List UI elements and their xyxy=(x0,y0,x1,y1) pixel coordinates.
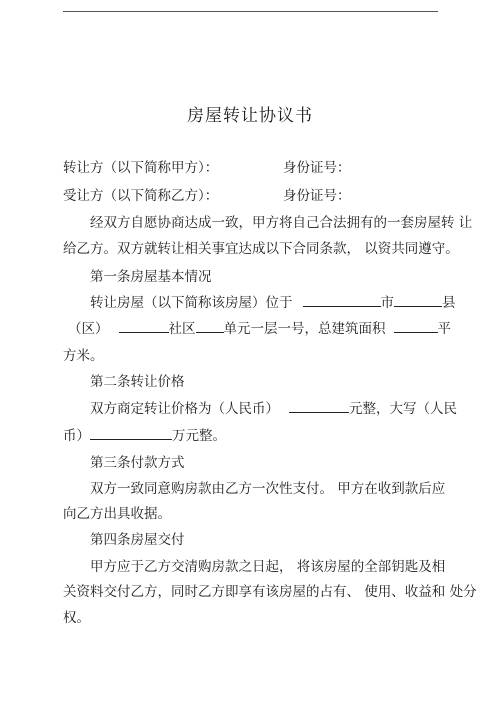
price-uppercase-unit: 万元整。 xyxy=(172,428,226,444)
intro-line-1: 经双方自愿协商达成一致，甲方将自己合法拥有的一套房屋转 让 xyxy=(90,215,473,231)
price-label: 双方商定转让价格为（人民币） xyxy=(90,401,279,417)
unit-label: 单元一层一号，总建筑面积 xyxy=(223,321,386,337)
price-unit-label: 元整，大写（人民 xyxy=(349,401,457,417)
article-1-line-3: 方米。 xyxy=(63,348,104,364)
article-3-heading: 第三条付款方式 xyxy=(90,455,185,471)
city-label: 市 xyxy=(380,295,394,311)
article-2-line-2 xyxy=(63,424,226,444)
transferee-id-label: 身份证号： xyxy=(283,188,351,204)
price-uppercase-blank[interactable] xyxy=(90,427,172,440)
transferee-line: 受让方（以下简称乙方）： xyxy=(63,188,219,204)
county-label: 县 xyxy=(442,295,456,311)
price-blank[interactable] xyxy=(289,400,349,413)
community-label: 社区 xyxy=(168,321,196,337)
article-2-heading: 第二条转让价格 xyxy=(90,374,185,390)
area-unit-label: 平 xyxy=(437,321,451,337)
intro-line-2: 给乙方。双方就转让相关事宜达成以下合同条款， 以资共同遵守。 xyxy=(63,241,459,257)
article-4-heading: 第四条房屋交付 xyxy=(90,532,185,548)
unit-blank[interactable] xyxy=(196,320,224,333)
article-4-line-1: 甲方应于乙方交清购房款之日起， 将该房屋的全部钥匙及相 xyxy=(90,559,446,575)
area-blank[interactable] xyxy=(394,320,438,333)
transferor-id-label: 身份证号： xyxy=(283,160,351,176)
city-blank[interactable] xyxy=(303,294,381,307)
location-label: 转让房屋（以下简称该房屋）位于 xyxy=(90,295,293,311)
article-2-line-1 xyxy=(90,397,457,417)
article-4-line-2: 关资料交付乙方，同时乙方即享有该房屋的占有、 使用、收益和 处分 xyxy=(63,584,477,600)
article-4-line-3: 权。 xyxy=(63,610,90,626)
article-1-line-1 xyxy=(90,291,456,311)
header-rule xyxy=(63,11,438,12)
transferor-line: 转让方（以下简称甲方）： xyxy=(63,160,219,176)
article-3-line-2: 向乙方出具收据。 xyxy=(63,506,171,522)
currency-label: 币） xyxy=(63,428,90,444)
article-3-line-1: 双方一致同意购房款由乙方一次性支付。 甲方在收到款后应 xyxy=(90,481,446,497)
article-1-line-2 xyxy=(68,317,451,337)
article-1-heading: 第一条房屋基本情况 xyxy=(90,269,212,285)
district-label: （区） xyxy=(68,321,109,337)
county-blank[interactable] xyxy=(394,294,442,307)
document-title: 房屋转让协议书 xyxy=(187,106,313,126)
community-blank[interactable] xyxy=(119,320,169,333)
